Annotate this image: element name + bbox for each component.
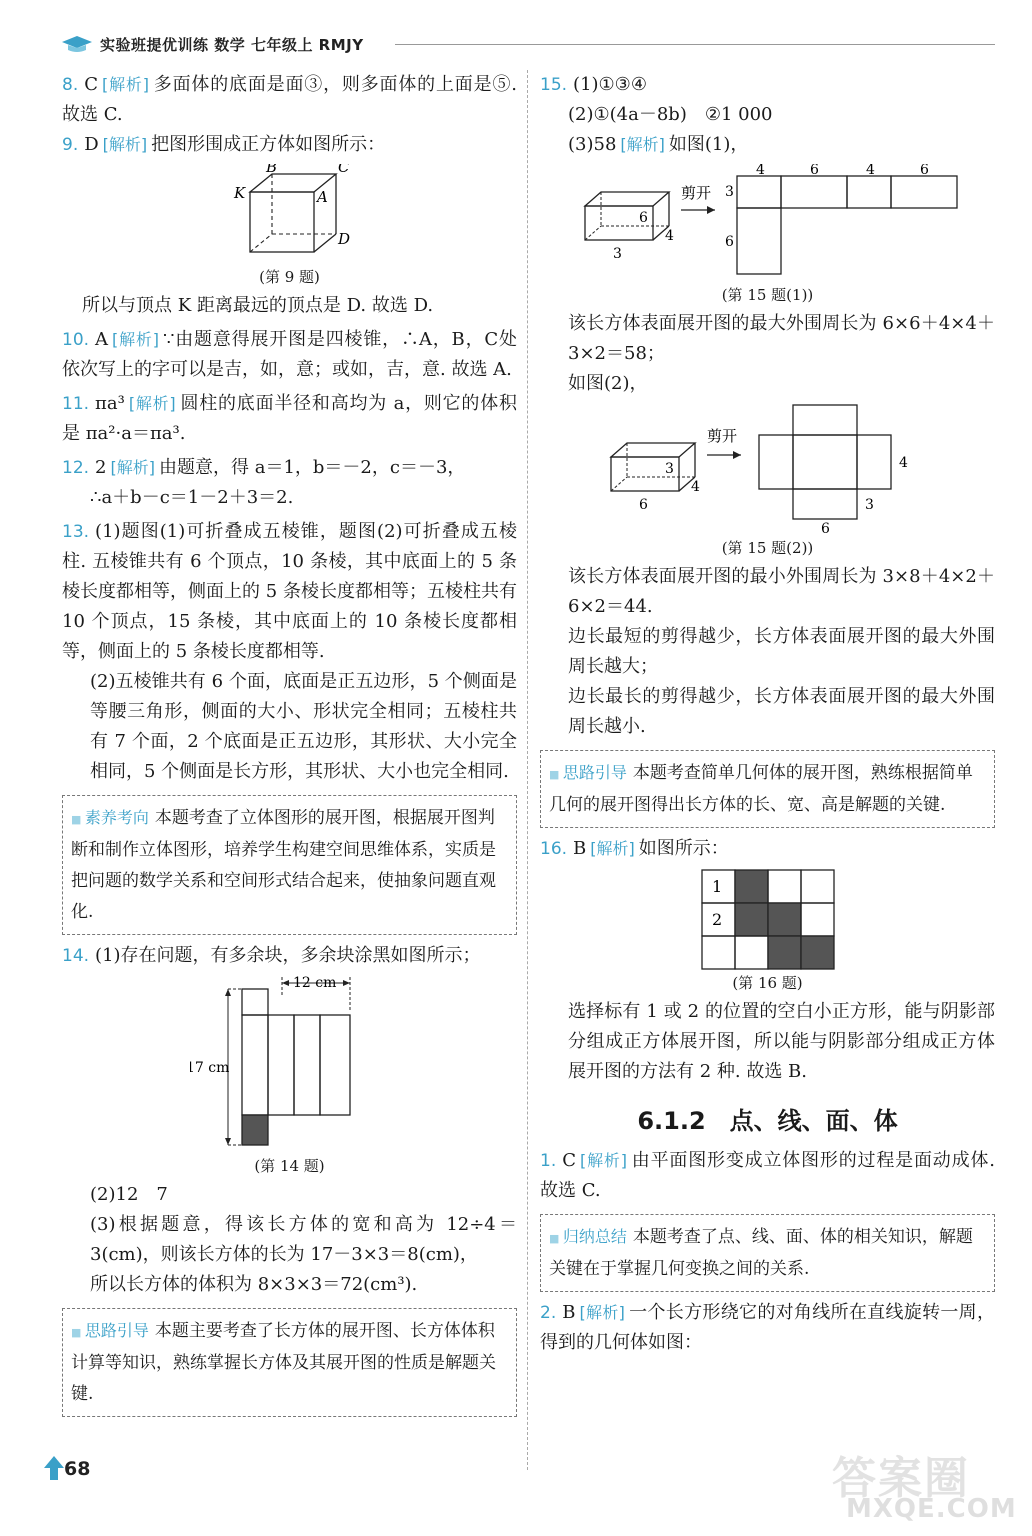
svg-text:2: 2: [711, 910, 722, 929]
cube-diagram: [220, 164, 360, 264]
svg-text:3: 3: [864, 497, 874, 513]
svg-text:6: 6: [820, 521, 830, 535]
answer-9: 9. D [解析] 把图形围成正方体如图所示：: [62, 134, 386, 155]
svg-text:6: 6: [638, 497, 648, 513]
figure-16: [540, 868, 995, 993]
graduation-cap-icon: [60, 34, 94, 54]
answer-15-fig2-intro: 如图(2)，: [568, 373, 648, 394]
vertex-label: B: [265, 164, 277, 176]
figure-caption: (第 9 题): [259, 268, 320, 286]
extra-block-shaded: [242, 1115, 268, 1145]
figure-15-1: [540, 164, 995, 305]
width-label: 12 cm: [292, 975, 336, 991]
answer-14-part3: (3)根据题意，得该长方体的宽和高为 12÷4＝3(cm)，则该长方体的长为 17－3×3＝8(cm)，: [90, 1214, 517, 1265]
svg-text:剪开: 剪开: [706, 427, 737, 445]
answer-10: 10. A [解析] ∵由题意得展开图是四棱锥，∴A，B，C处依次写上的字可以是吉，如，意；或如，吉，意. 故选 A.: [62, 329, 517, 380]
svg-text:6: 6: [809, 164, 819, 178]
right-column: [540, 70, 995, 1358]
tip-box-thinking-14: ■ 思路引导 本题主要考查了长方体的展开图、长方体体积计算等知识，熟练掌握长方体及其展开图的性质是解题关键.: [62, 1308, 517, 1417]
figure-14: [62, 975, 517, 1176]
figure-caption: (第 15 题(2)): [721, 539, 814, 557]
svg-text:4: 4: [690, 479, 700, 495]
figure-15-2: [540, 403, 995, 558]
svg-text:6: 6: [919, 164, 929, 178]
header-title: 实验班提优训练 数学 七年级上 RMJY: [100, 36, 364, 54]
watermark-logo: 答案圈 MXQE.COM: [832, 1453, 1017, 1524]
page-badge-icon: [42, 1454, 66, 1484]
svg-text:4: 4: [865, 164, 875, 178]
tip-box-summary: ■ 归纳总结 本题考查了点、线、面、体的相关知识，解题关键在于掌握几何变换之间的关系.: [540, 1214, 995, 1292]
figure-9: [62, 164, 517, 287]
answer-15-conclusion-2: 边长最长的剪得越少，长方体表面展开图的最大外围周长越小.: [568, 686, 995, 737]
answer-13: 13. (1)题图(1)可折叠成五棱锥，题图(2)可折叠成五棱柱. 五棱锥共有 6 个顶点，10 条棱，其中底面上的 5 条棱长度都相等，侧面上的 5 条棱长度都相等；五棱柱共有 10 个顶点，15 条棱，其中底面上的 10 条棱长度都相等，侧面上的 5 条棱长度都相等.: [62, 521, 517, 662]
answer-12: 12. 2 [解析] 由题意，得 a＝1，b＝－2，c＝－3，: [62, 457, 466, 478]
answer-16-conclusion: 选择标有 1 或 2 的位置的空白小正方形，能与阴影部分组成正方体展开图，所以能与阴影部分组成正方体展开图的方法有 2 种. 故选 B.: [568, 1001, 995, 1082]
vertex-label: K: [233, 184, 245, 202]
svg-text:3: 3: [612, 246, 622, 262]
figure-caption: (第 14 题): [254, 1157, 325, 1175]
figure-caption: (第 15 题(1)): [721, 286, 814, 304]
svg-text:3: 3: [724, 184, 734, 200]
vertex-label: C: [337, 164, 349, 176]
answer-13-part2: (2)五棱锥共有 6 个面，底面是正五边形，5 个侧面是等腰三角形，侧面的大小、形状完全相同；五棱柱共有 7 个面，2 个底面是正五边形，其形状、大小完全相同，5 个侧面是长方形，其形状、大小也完全相同.: [90, 671, 517, 782]
answer-8: 8. C [解析] 多面体的底面是面③，则多面体的上面是⑤. 故选 C.: [62, 74, 517, 125]
net-diagram-14: [190, 975, 390, 1153]
page-number: 68: [42, 1454, 92, 1488]
net-diagram-15-2: [603, 403, 933, 535]
svg-text:1: 1: [711, 877, 722, 896]
page-header: [60, 30, 995, 60]
column-divider: [527, 70, 528, 1470]
tip-box-thinking-15: ■ 思路引导 本题考查简单几何体的展开图，熟练根据简单几何的展开图得出长方体的长、宽、高是解题的关键.: [540, 750, 995, 828]
header-rule: [395, 44, 995, 45]
answer-16: 16. B [解析] 如图所示：: [540, 838, 729, 859]
answer-15-max: 该长方体表面展开图的最大外围周长为 6×6＋4×4＋3×2＝58；: [568, 313, 995, 364]
figure-caption: (第 16 题): [732, 974, 803, 992]
section-heading: 6.1.2 点、线、面、体: [637, 1107, 898, 1135]
left-column: [62, 70, 517, 1423]
answer-14: 14. (1)存在问题，有多余块，多余块涂黑如图所示；: [62, 945, 481, 966]
svg-text:6: 6: [638, 210, 648, 226]
svg-text:6: 6: [724, 234, 734, 250]
vertex-label: D: [337, 230, 350, 248]
answer-15: 15. (1)①③④: [540, 74, 647, 95]
answer-s2: 2. B [解析] 一个长方形绕它的对角线所在直线旋转一周，得到的几何体如图：: [540, 1302, 995, 1353]
answer-15-part2: (2)①(4a－8b) ②1 000: [568, 104, 773, 125]
svg-text:4: 4: [898, 455, 908, 471]
net-diagram-15-1: [573, 164, 963, 282]
vertex-label: A: [316, 188, 328, 206]
svg-text:4: 4: [755, 164, 765, 178]
answer-11: 11. πa³ [解析] 圆柱的底面半径和高均为 a，则它的体积是 πa²·a＝πa³.: [62, 393, 517, 444]
svg-text:3: 3: [664, 461, 674, 477]
answer-12-line2: ∴a＋b－c＝1－2＋3＝2.: [90, 487, 294, 508]
answer-s1: 1. C [解析] 由平面图形变成立体图形的过程是面动成体. 故选 C.: [540, 1150, 995, 1201]
svg-text:剪开: 剪开: [680, 184, 711, 202]
answer-15-conclusion-1: 边长最短的剪得越少，长方体表面展开图的最大外围周长越大；: [568, 626, 995, 677]
tip-box-literacy: ■ 素养考向 本题考查了立体图形的展开图，根据展开图判断和制作立体图形，培养学生构建空间思维体系，实质是把问题的数学关系和空间形式结合起来，使抽象问题直观化.: [62, 795, 517, 935]
arrow-icon: [707, 206, 715, 214]
height-label: 17 cm: [189, 1060, 229, 1076]
answer-15-min: 该长方体表面展开图的最小外围周长为 3×8＋4×2＋6×2＝44.: [568, 566, 995, 617]
answer-14-part3-cont: 所以长方体的体积为 8×3×3＝72(cm³).: [90, 1274, 418, 1295]
answer-14-part2: (2)12 7: [90, 1184, 168, 1205]
grid-diagram-16: [698, 868, 838, 970]
svg-text:4: 4: [664, 228, 674, 244]
answer-15-part3: (3)58 [解析] 如图(1)，: [568, 134, 749, 155]
arrow-icon: [733, 451, 741, 459]
answer-9-conclusion: 所以与顶点 K 距离最远的顶点是 D. 故选 D.: [82, 295, 434, 316]
